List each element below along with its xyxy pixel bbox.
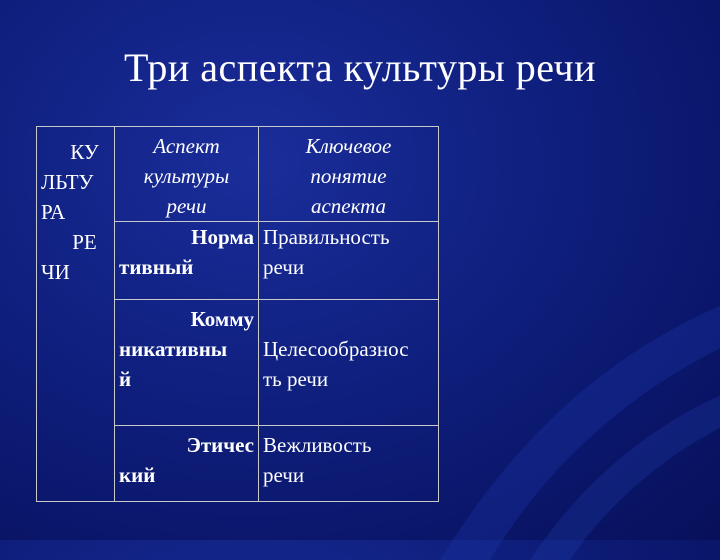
subject-line: КУ <box>70 140 99 164</box>
header-aspect-line: речи <box>166 194 207 218</box>
aspect-line: Комму <box>190 307 254 331</box>
subject-line: РА <box>41 200 66 224</box>
concept-cell-politeness <box>259 426 439 502</box>
aspect-cell-normative <box>115 222 259 300</box>
aspect-line: Этичес <box>186 433 254 457</box>
background-swoosh <box>400 180 720 560</box>
subject-line: ЛЬТУ <box>41 170 94 194</box>
concept-line: Целесообразнос <box>263 337 409 361</box>
aspect-line: никативны <box>119 337 228 361</box>
concept-line: речи <box>263 463 305 487</box>
header-concept-line: понятие <box>310 164 387 188</box>
slide-title: Три аспекта культуры речи <box>123 45 596 90</box>
concept-cell-correctness <box>259 222 439 300</box>
header-aspect-cell <box>115 127 259 222</box>
aspect-cell-communicative <box>115 300 259 426</box>
header-concept-line: Ключевое <box>305 134 392 158</box>
aspect-line: тивный <box>119 255 194 279</box>
subject-line: ЧИ <box>41 260 70 284</box>
subject-cell <box>37 127 115 502</box>
aspect-line: Норма <box>191 225 254 249</box>
header-concept-cell <box>259 127 439 222</box>
concept-line: Вежливость <box>263 433 372 457</box>
header-aspect-line: Аспект <box>153 134 220 158</box>
concept-line: Правильность <box>263 225 390 249</box>
concept-cell-expedience <box>259 300 439 426</box>
concept-line: речи <box>263 255 305 279</box>
aspect-line: кий <box>119 463 156 487</box>
culture-of-speech-table <box>36 126 439 502</box>
concept-line: ть речи <box>263 367 329 391</box>
header-concept-line: аспекта <box>310 194 387 218</box>
aspect-line: й <box>119 367 132 391</box>
aspect-cell-ethical <box>115 426 259 502</box>
header-aspect-line: культуры <box>143 164 230 188</box>
subject-line: РЕ <box>72 230 97 254</box>
